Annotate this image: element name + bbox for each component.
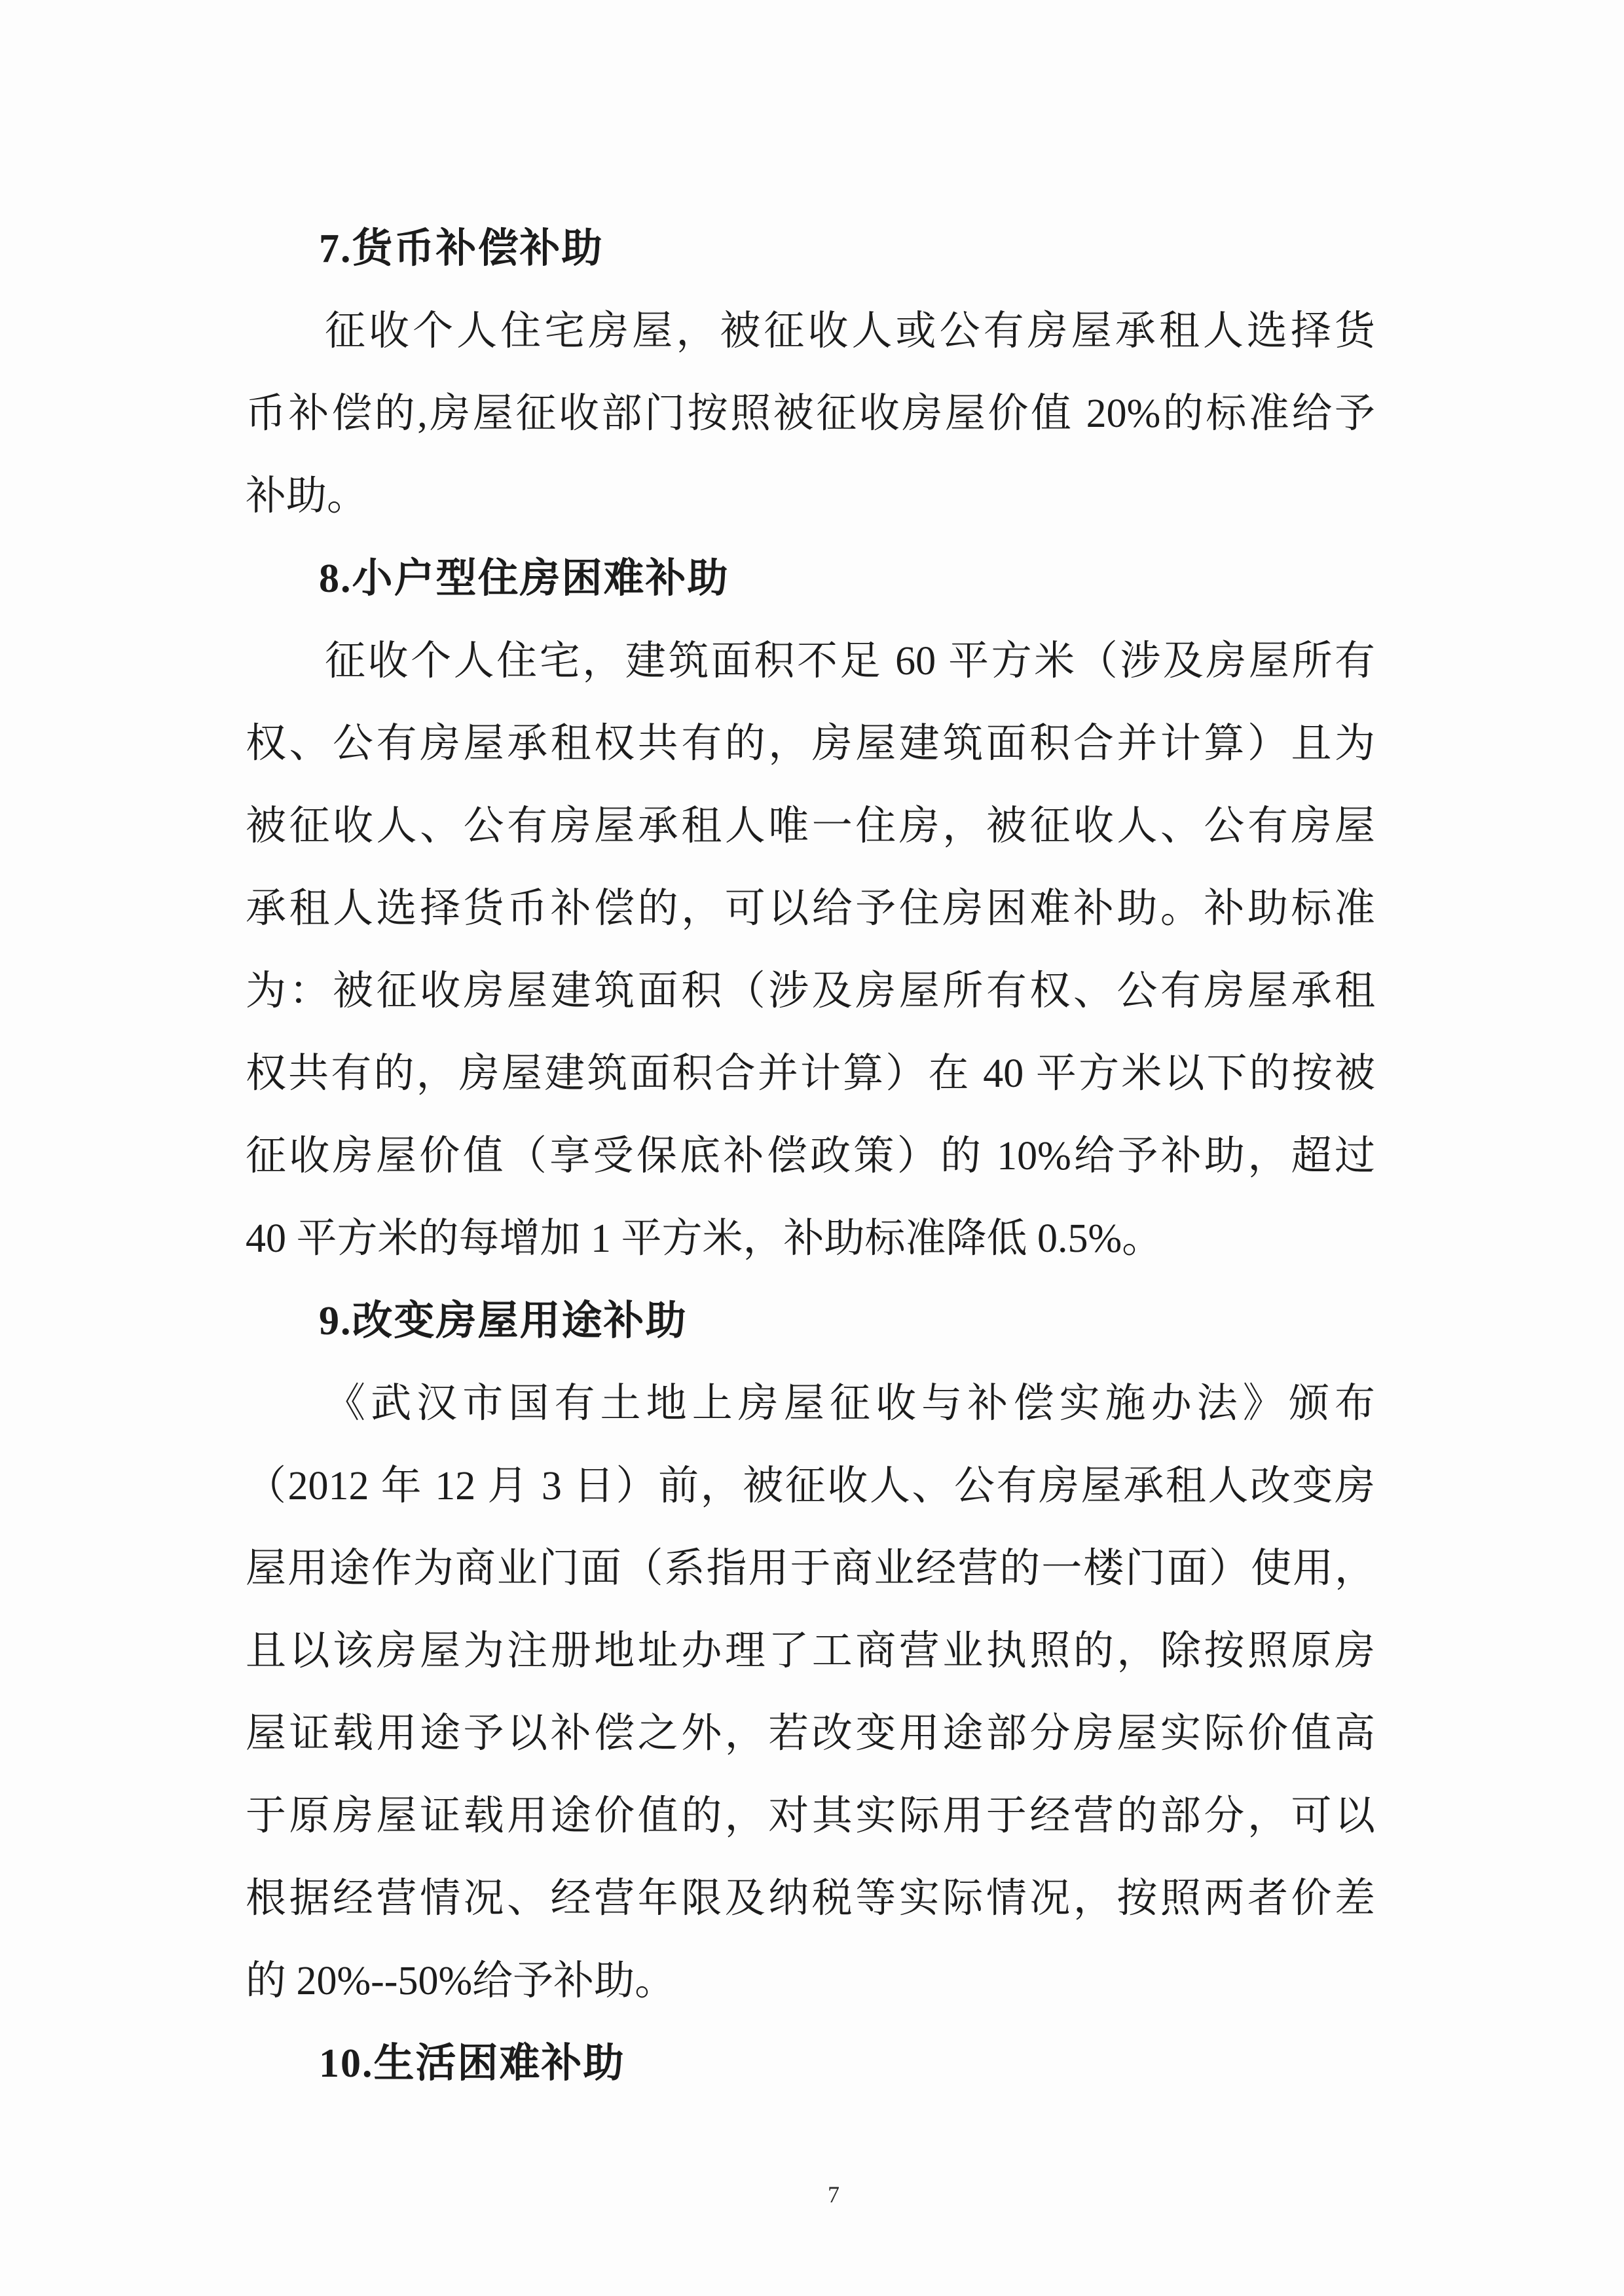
body-line: 征收个人住宅房屋，被征收人或公有房屋承租人选择货 <box>325 309 1375 354</box>
section-heading: 10.生活困难补助 <box>319 2041 625 2086</box>
page-number: 7 <box>828 2181 840 2208</box>
body-line: 为：被征收房屋建筑面积（涉及房屋所有权、公有房屋承租 <box>246 969 1375 1013</box>
section-heading: 9.改变房屋用途补助 <box>319 1299 688 1343</box>
document-body <box>246 208 1375 2105</box>
body-line: 《武汉市国有土地上房屋征收与补偿实施办法》颁布 <box>325 1381 1375 1426</box>
body-line: 40 平方米的每增加 1 平方米，补助标准降低 0.5%。 <box>246 1216 1163 1261</box>
section-heading: 7.货币补偿补助 <box>319 227 604 271</box>
body-line: 征收房屋价值（享受保底补偿政策）的 10%给予补助，超过 <box>246 1134 1375 1178</box>
body-line: 权、公有房屋承租权共有的，房屋建筑面积合并计算）且为 <box>246 721 1375 766</box>
body-line: 被征收人、公有房屋承租人唯一住房，被征收人、公有房屋 <box>246 804 1375 848</box>
body-line: 根据经营情况、经营年限及纳税等实际情况，按照两者价差 <box>246 1876 1375 1921</box>
body-line: 的 20%--50%给予补助。 <box>246 1959 676 2003</box>
body-line: 权共有的，房屋建筑面积合并计算）在 40 平方米以下的按被 <box>246 1051 1375 1096</box>
body-line: 承租人选择货币补偿的，可以给予住房困难补助。补助标准 <box>246 886 1375 931</box>
body-line: 征收个人住宅，建筑面积不足 60 平方米（涉及房屋所有 <box>325 639 1375 683</box>
body-line: 屋证载用途予以补偿之外，若改变用途部分房屋实际价值高 <box>246 1711 1375 1756</box>
body-line: 补助。 <box>246 474 368 519</box>
body-line: 币补偿的,房屋征收部门按照被征收房屋价值 20%的标准给予 <box>246 392 1375 436</box>
body-line: 屋用途作为商业门面（系指用于商业经营的一楼门面）使用， <box>246 1546 1375 1591</box>
body-line: 且以该房屋为注册地址办理了工商营业执照的，除按照原房 <box>246 1629 1375 1673</box>
section-heading: 8.小户型住房困难补助 <box>319 556 729 601</box>
body-line: 于原房屋证载用途价值的，对其实际用于经营的部分，可以 <box>246 1794 1375 1838</box>
body-line: （2012 年 12 月 3 日）前，被征收人、公有房屋承租人改变房 <box>246 1464 1375 1508</box>
